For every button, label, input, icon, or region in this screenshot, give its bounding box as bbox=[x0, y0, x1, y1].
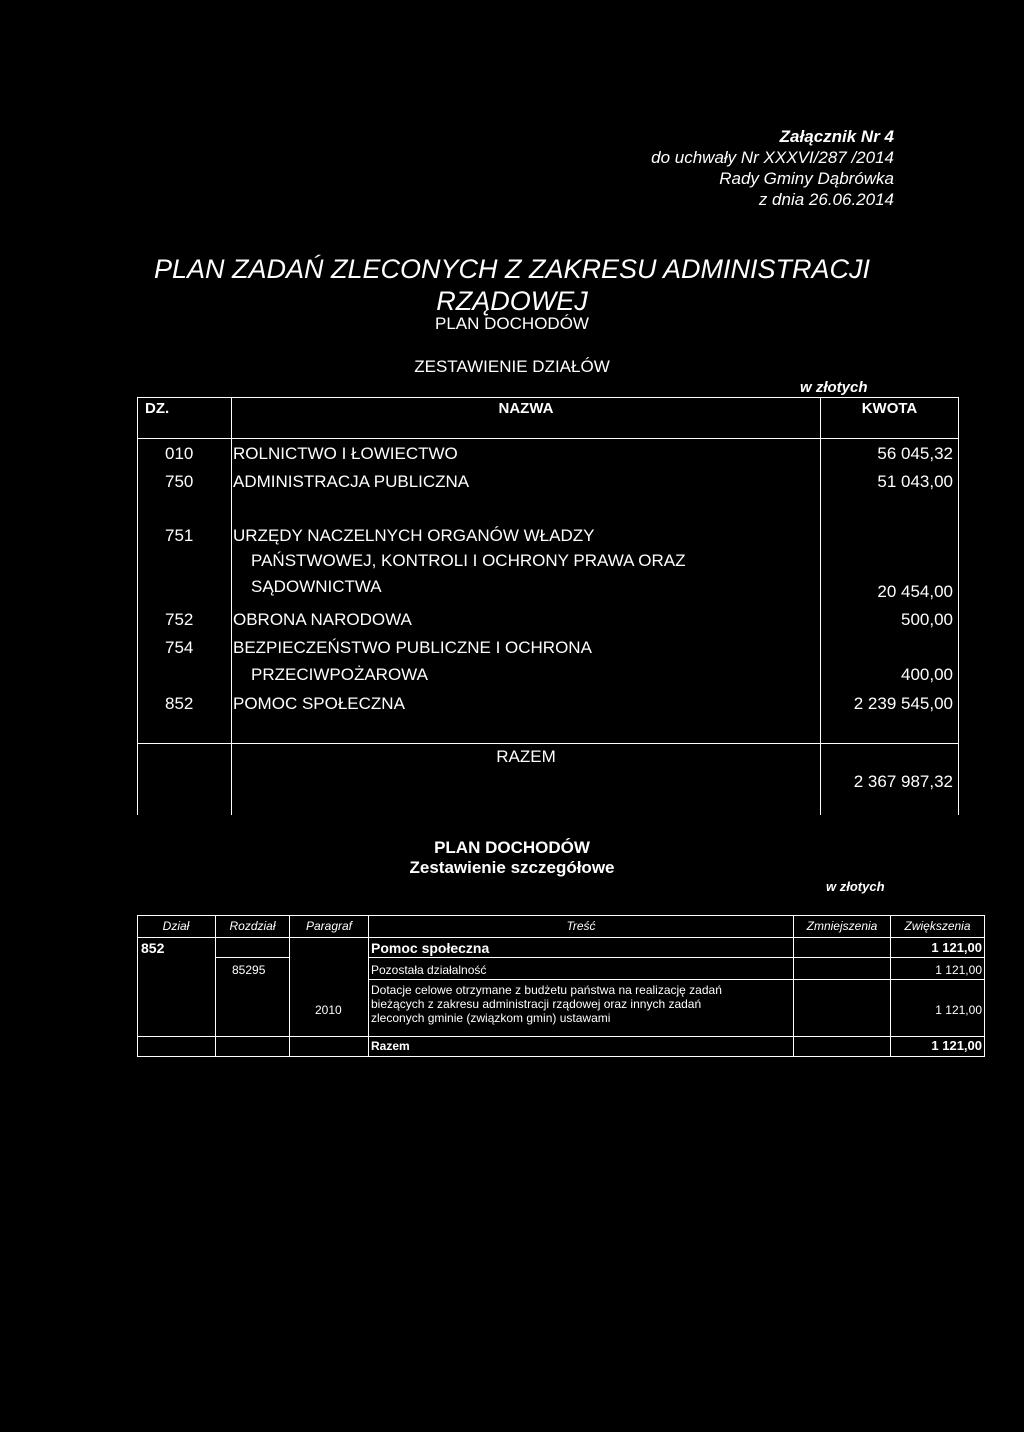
header-name: NAZWA bbox=[498, 400, 554, 417]
header-tresc: Treść bbox=[566, 919, 596, 933]
total-amount: 2 367 987,32 bbox=[853, 772, 953, 791]
page-title-line1: PLAN ZADAŃ ZLECONYCH Z ZAKRESU ADMINISTRACJI bbox=[153, 254, 871, 284]
row-name: POMOC SPOŁECZNA bbox=[233, 694, 405, 713]
rozdzial-code: 85295 bbox=[232, 963, 266, 977]
grid-line bbox=[368, 957, 985, 958]
row-name: OBRONA NARODOWA bbox=[233, 610, 412, 629]
grid-line bbox=[137, 397, 138, 815]
grid-line bbox=[137, 1036, 985, 1037]
header-rozdzial: Rozdział bbox=[229, 919, 276, 933]
total-label: RAZEM bbox=[496, 747, 556, 766]
row-name: ROLNICTWO I ŁOWIECTWO bbox=[233, 444, 458, 463]
header-paragraf: Paragraf bbox=[305, 919, 353, 933]
header-zmniejszenia: Zmniejszenia bbox=[806, 919, 878, 933]
grid-line bbox=[958, 397, 959, 815]
grid-line bbox=[215, 957, 289, 958]
resolution-date: z dnia 26.06.2014 bbox=[758, 190, 894, 209]
row-name: PAŃSTWOWEJ, KONTROLI I OCHRONY PRAWA ORAZ bbox=[251, 551, 686, 570]
dzial-amount: 1 121,00 bbox=[931, 940, 982, 955]
grid-line bbox=[820, 397, 821, 815]
grid-line bbox=[137, 743, 959, 744]
detail-table bbox=[137, 915, 985, 1057]
detail-subtitle: Zestawienie szczegółowe bbox=[409, 858, 615, 877]
row-name: BEZPIECZEŃSTWO PUBLICZNE I OCHRONA bbox=[233, 638, 592, 657]
header-zwiekszenia: Zwiększenia bbox=[904, 919, 971, 933]
paragraf-line: bieżących z zakresu administracji rządowej oraz innych zadań bbox=[371, 997, 702, 1011]
header-dzial: Dział bbox=[162, 919, 190, 933]
rozdzial-amount: 1 121,00 bbox=[935, 963, 982, 977]
row-code: 751 bbox=[165, 526, 194, 545]
detail-title: PLAN DOCHODÓW bbox=[434, 838, 590, 857]
grid-line bbox=[137, 937, 985, 938]
page-title-line2: RZĄDOWEJ bbox=[436, 286, 588, 316]
rozdzial-name: Pozostała działalność bbox=[371, 963, 487, 977]
row-amount: 2 239 545,00 bbox=[853, 694, 953, 713]
row-name: SĄDOWNICTWA bbox=[251, 577, 382, 596]
row-amount: 51 043,00 bbox=[877, 472, 953, 491]
grid-line bbox=[137, 1056, 985, 1057]
attachment-note bbox=[651, 126, 894, 210]
row-code: 754 bbox=[165, 638, 194, 657]
page-subtitle: PLAN DOCHODÓW bbox=[435, 314, 589, 333]
row-amount: 400,00 bbox=[901, 665, 953, 684]
council-name: Rady Gminy Dąbrówka bbox=[719, 169, 894, 188]
unit-label: w złotych bbox=[800, 379, 868, 396]
row-amount: 20 454,00 bbox=[877, 582, 953, 601]
detail-unit-label: w złotych bbox=[826, 879, 885, 894]
row-name: ADMINISTRACJA PUBLICZNA bbox=[233, 472, 470, 491]
grid-line bbox=[368, 979, 985, 980]
grid-line bbox=[137, 915, 985, 916]
razem-label: Razem bbox=[371, 1039, 410, 1053]
row-name: URZĘDY NACZELNYCH ORGANÓW WŁADZY bbox=[233, 526, 595, 545]
resolution-number: do uchwały Nr XXXVI/287 /2014 bbox=[651, 148, 894, 167]
paragraf-description bbox=[371, 983, 791, 1025]
row-amount: 56 045,32 bbox=[877, 444, 953, 463]
paragraf-line: zleconych gminie (związkom gmin) ustawami bbox=[371, 1011, 611, 1025]
grid-line bbox=[137, 438, 959, 439]
row-code: 752 bbox=[165, 610, 194, 629]
row-code: 010 bbox=[165, 444, 194, 463]
dzial-name: Pomoc społeczna bbox=[371, 940, 490, 956]
row-code: 852 bbox=[165, 694, 194, 713]
header-dz: DZ. bbox=[145, 400, 170, 417]
paragraf-line: Dotacje celowe otrzymane z budżetu państwa na realizację zadań bbox=[371, 983, 722, 997]
row-amount: 500,00 bbox=[901, 610, 953, 629]
row-code: 750 bbox=[165, 472, 194, 491]
section-title: ZESTAWIENIE DZIAŁÓW bbox=[414, 357, 610, 376]
paragraf-amount: 1 121,00 bbox=[935, 1003, 982, 1017]
summary-table bbox=[137, 397, 959, 815]
paragraf-code: 2010 bbox=[315, 1003, 342, 1017]
grid-line bbox=[137, 397, 959, 398]
dzial-code: 852 bbox=[141, 940, 165, 956]
header-amount: KWOTA bbox=[861, 400, 918, 417]
row-name: PRZECIWPOŻAROWA bbox=[251, 665, 428, 684]
razem-amount: 1 121,00 bbox=[931, 1038, 982, 1053]
attachment-number: Załącznik Nr 4 bbox=[779, 127, 894, 146]
